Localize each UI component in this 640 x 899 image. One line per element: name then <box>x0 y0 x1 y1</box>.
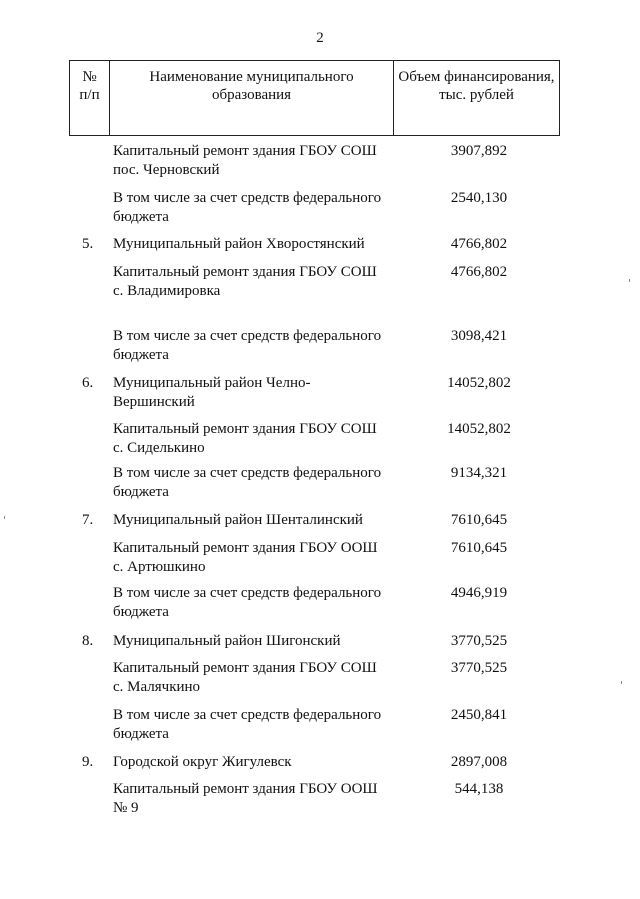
row-name: Муниципальный район Челно- Вершинский <box>113 375 311 410</box>
row-name: Муниципальный район Шенталинский <box>113 512 363 528</box>
row-name: Городской округ Жигулевск <box>113 754 292 770</box>
scan-mark <box>621 681 622 684</box>
table-header <box>69 60 560 136</box>
row-name: Капитальный ремонт здания ГБОУ СОШ с. Сиделькино <box>113 421 377 456</box>
row-amount: 9134,321 <box>450 465 508 481</box>
row-name: В том числе за счет средств федерального бюджета <box>113 190 382 225</box>
row-name: Муниципальный район Шигонский <box>113 633 341 649</box>
header-amount-column: Объем финансирования, тыс. рублей <box>398 69 555 103</box>
row-name: В том числе за счет средств федерального бюджета <box>113 328 382 363</box>
row-name: Капитальный ремонт здания ГБОУ СОШ с. Владимировка <box>113 264 377 299</box>
row-name: Капитальный ремонт здания ГБОУ ООШ с. Артюшкино <box>113 540 378 575</box>
row-name: В том числе за счет средств федерального бюджета <box>113 707 382 742</box>
scan-mark <box>4 516 5 519</box>
row-amount: 3770,525 <box>450 633 508 649</box>
row-amount: 14052,802 <box>447 375 511 391</box>
row-number: 9. <box>82 754 94 770</box>
row-name: В том числе за счет средств федерального бюджета <box>113 585 382 620</box>
row-number: 5. <box>82 236 94 252</box>
header-name-column: Наименование муниципального образования <box>110 61 394 135</box>
page-number: 2 <box>316 30 324 46</box>
row-number: 6. <box>82 375 94 391</box>
header-number-column: № п/п <box>70 61 110 135</box>
row-amount: 4766,802 <box>450 236 508 252</box>
row-amount: 2450,841 <box>450 707 508 723</box>
row-amount: 7610,645 <box>450 540 508 556</box>
row-amount: 2897,008 <box>450 754 508 770</box>
row-name: Капитальный ремонт здания ГБОУ СОШ с. Малячкино <box>113 660 377 695</box>
row-name: Капитальный ремонт здания ГБОУ СОШ пос. Черновский <box>113 143 377 178</box>
row-amount: 3098,421 <box>450 328 508 344</box>
row-amount: 7610,645 <box>450 512 508 528</box>
row-number: 8. <box>82 633 94 649</box>
scan-mark <box>629 279 630 282</box>
row-name: В том числе за счет средств федерального бюджета <box>113 465 382 500</box>
row-amount: 3770,525 <box>450 660 508 676</box>
row-name: Капитальный ремонт здания ГБОУ ООШ № 9 <box>113 781 378 816</box>
row-amount: 3907,892 <box>450 143 508 159</box>
row-name: Муниципальный район Хворостянский <box>113 236 365 252</box>
row-amount: 14052,802 <box>447 421 511 437</box>
row-amount: 4766,802 <box>450 264 508 280</box>
row-amount: 544,138 <box>454 781 504 797</box>
row-amount: 4946,919 <box>450 585 508 601</box>
row-number: 7. <box>82 512 94 528</box>
row-amount: 2540,130 <box>450 190 508 206</box>
